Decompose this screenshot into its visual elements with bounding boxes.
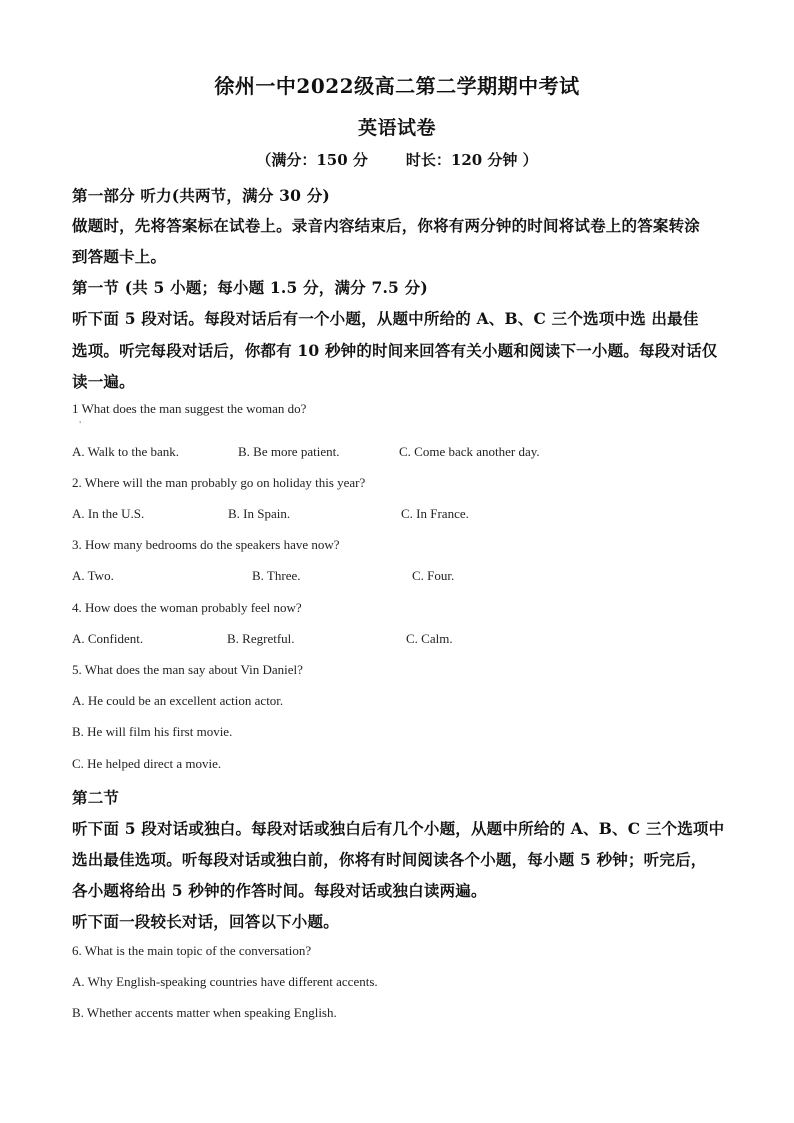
exam-info: [0, 149, 794, 170]
section2-heading: 第二节: [72, 788, 120, 807]
question-2: 2. Where will the man probably go on holiday this year?: [72, 475, 366, 490]
q3-option-c: C. Four.: [412, 568, 455, 583]
section2-directions-line1: 听下面 5 段对话或独白。每段对话或独白后有几个小题，从题中所给的 A、B、C 三个选项中: [72, 819, 725, 838]
question-1: 1 What does the man suggest the woman do?: [72, 401, 307, 416]
q2-option-b: B. In Spain.: [228, 506, 291, 521]
q1-option-b: B. Be more patient.: [238, 444, 340, 459]
q5-option-b: B. He will film his first movie.: [72, 724, 233, 739]
duration: 时长：120 分钟 ）: [405, 151, 538, 169]
q4-option-b: B. Regretful.: [227, 631, 295, 646]
q2-option-a: A. In the U.S.: [72, 506, 145, 521]
q6-option-a: A. Why English-speaking countries have different accents.: [72, 974, 378, 989]
q1-option-c: C. Come back another day.: [399, 444, 540, 459]
stray-mark-icon: ': [79, 420, 82, 429]
question-4: 4. How does the woman probably feel now?: [72, 600, 302, 615]
q1-option-a: A. Walk to the bank.: [72, 444, 180, 459]
section2-directions-line2: 选出最佳选项。听每段对话或独白前，你将有时间阅读各个小题，每小题 5 秒钟；听完后，: [72, 850, 707, 869]
section1-heading: 第一节 (共 5 小题；每小题 1.5 分，满分 7.5 分): [72, 278, 428, 297]
question-3: 3. How many bedrooms do the speakers have now?: [72, 537, 340, 552]
question-5: 5. What does the man say about Vin Daniel?: [72, 662, 303, 677]
q4-option-c: C. Calm.: [406, 631, 453, 646]
part1-instruction-line2: 到答题卡上。: [72, 247, 167, 266]
q2-option-c: C. In France.: [401, 506, 469, 521]
section2-lead: 听下面一段较长对话，回答以下小题。: [72, 912, 339, 931]
section1-directions-line1: 听下面 5 段对话。每段对话后有一个小题，从题中所给的 A、B、C 三个选项中选 出最佳: [72, 309, 699, 328]
q3-option-b: B. Three.: [252, 568, 301, 583]
full-score: （满分：150 分: [256, 151, 368, 169]
q5-option-a: A. He could be an excellent action actor.: [72, 693, 284, 708]
exam-title: 徐州一中2022级高二第二学期期中考试: [214, 74, 580, 98]
part1-instruction-line1: 做题时，先将答案标在试卷上。录音内容结束后，你将有两分钟的时间将试卷上的答案转涂: [72, 216, 701, 235]
q5-option-c: C. He helped direct a movie.: [72, 756, 222, 771]
exam-subtitle: 英语试卷: [357, 117, 436, 139]
section1-directions-line3: 读一遍。: [72, 372, 135, 391]
q4-option-a: A. Confident.: [72, 631, 144, 646]
question-6: 6. What is the main topic of the conversation?: [72, 943, 312, 958]
section2-directions-line3: 各小题将给出 5 秒钟的作答时间。每段对话或独白读两遍。: [72, 881, 487, 900]
q3-option-a: A. Two.: [72, 568, 114, 583]
section1-directions-line2: 选项。听完每段对话后，你都有 10 秒钟的时间来回答有关小题和阅读下一小题。每段对话仅: [72, 341, 718, 360]
part1-heading: 第一部分 听力(共两节，满分 30 分): [72, 186, 330, 205]
q6-option-b: B. Whether accents matter when speaking English.: [72, 1005, 337, 1020]
